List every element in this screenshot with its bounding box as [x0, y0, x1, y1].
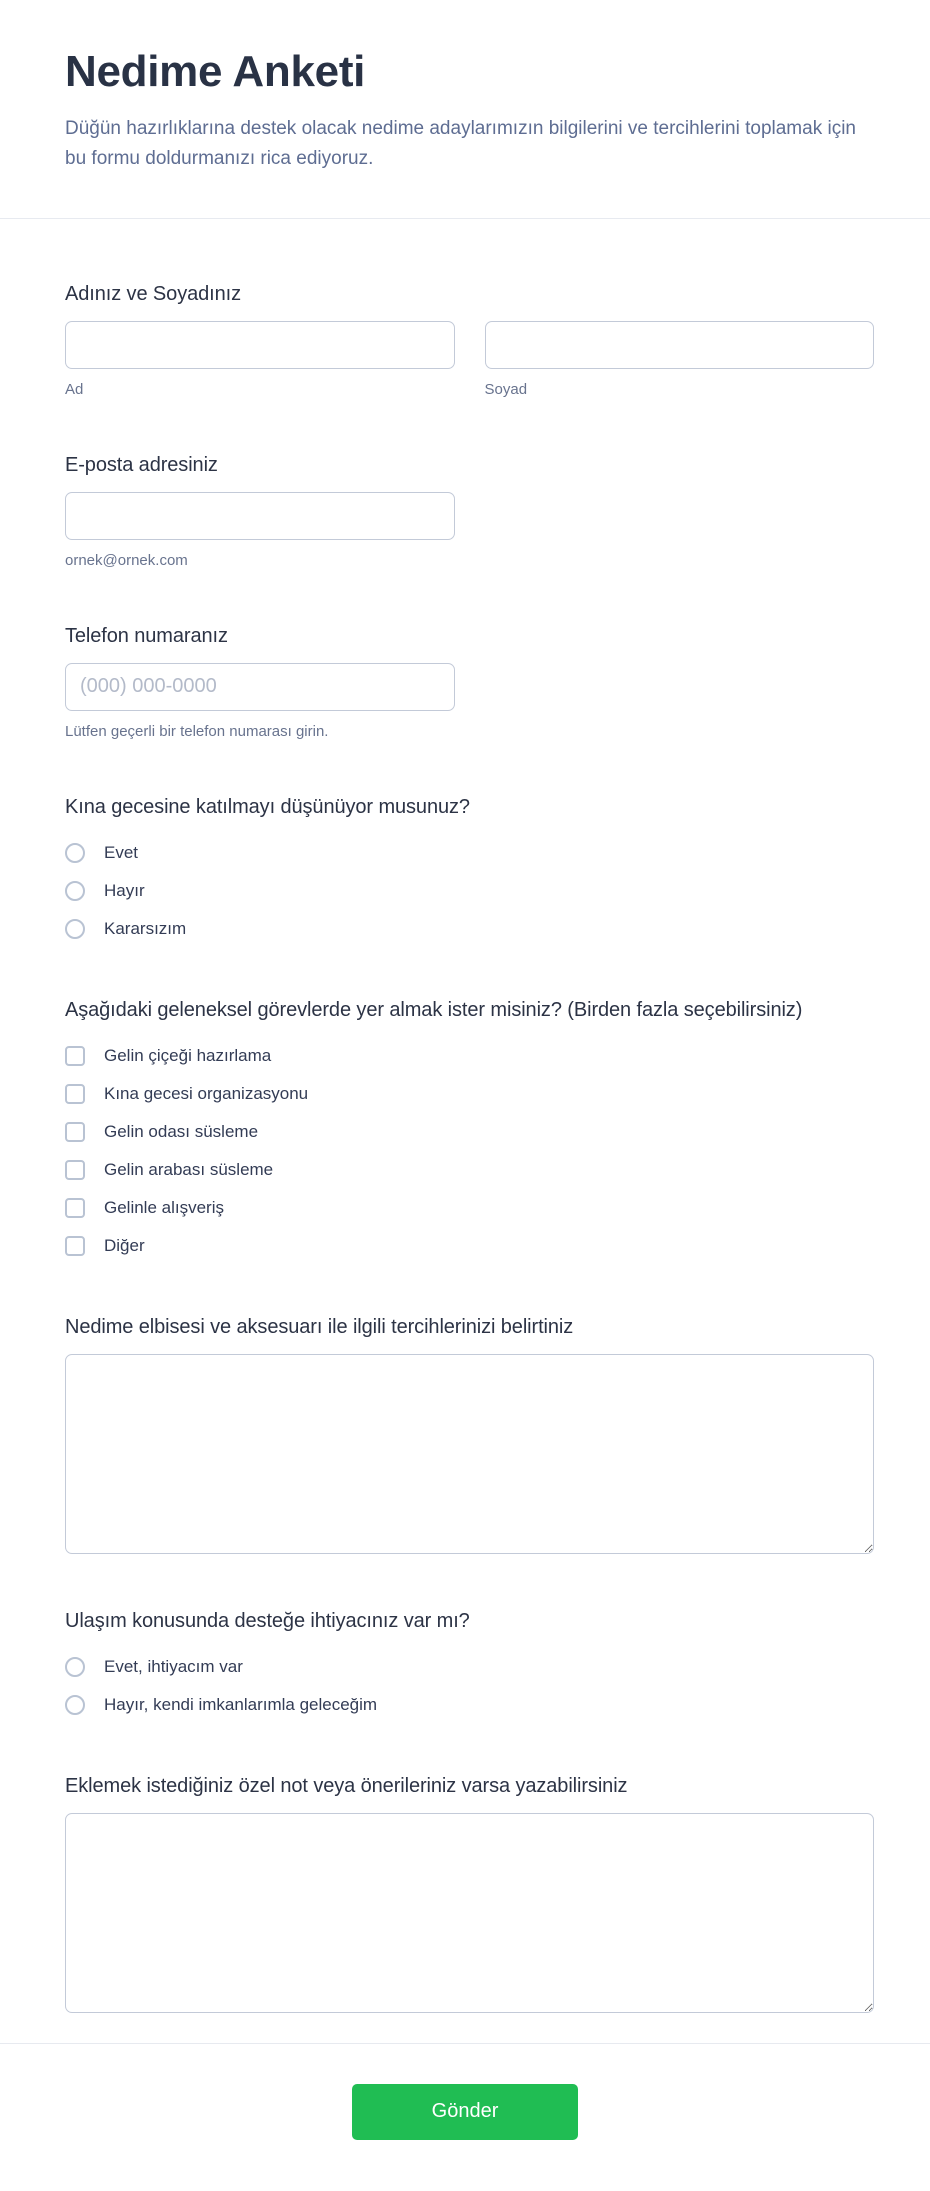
form-header — [0, 0, 930, 218]
question-email — [65, 452, 874, 569]
checkbox-option-row — [65, 1194, 874, 1222]
fullname-inputs — [65, 321, 874, 398]
checkbox-option-label[interactable]: Gelin odası süsleme — [104, 1121, 259, 1141]
checkbox-icon[interactable] — [65, 1084, 85, 1104]
checkbox-option-row — [65, 1232, 874, 1260]
dress-preferences-row — [65, 1354, 874, 1554]
checkbox-icon[interactable] — [65, 1046, 85, 1066]
question-transport-support — [65, 1608, 874, 1719]
question-traditional-tasks — [65, 997, 874, 1260]
henna-attendance-radio-group — [65, 839, 874, 943]
phone-column — [65, 663, 455, 740]
checkbox-icon[interactable] — [65, 1198, 85, 1218]
checkbox-icon[interactable] — [65, 1122, 85, 1142]
form-body — [0, 219, 930, 2043]
checkbox-option-label[interactable]: Gelin arabası süsleme — [104, 1159, 274, 1179]
radio-option-label[interactable]: Hayır — [104, 880, 145, 900]
phone-input-row — [65, 663, 874, 740]
radio-icon[interactable] — [65, 919, 85, 939]
radio-icon[interactable] — [65, 1657, 85, 1677]
checkbox-option-label[interactable]: Gelin çiçeği hazırlama — [104, 1045, 272, 1065]
radio-option-label[interactable]: Evet — [104, 842, 139, 862]
radio-option-label[interactable]: Hayır, kendi imkanlarımla geleceğim — [104, 1694, 378, 1714]
phone-input[interactable] — [65, 663, 455, 711]
submit-button[interactable]: Gönder — [352, 2084, 578, 2140]
checkbox-option-row — [65, 1156, 874, 1184]
last-name-sublabel: Soyad — [484, 380, 528, 398]
last-name-column — [485, 321, 875, 398]
email-sublabel: ornek@ornek.com — [65, 551, 188, 569]
question-henna-attendance — [65, 794, 874, 943]
transport-support-label: Ulaşım konusunda desteğe ihtiyacınız var mı? — [65, 1609, 470, 1632]
checkbox-option-label[interactable]: Kına gecesi organizasyonu — [104, 1083, 309, 1103]
question-phone — [65, 623, 874, 740]
checkbox-icon[interactable] — [65, 1236, 85, 1256]
checkbox-option-label[interactable]: Diğer — [104, 1235, 145, 1255]
form-footer — [0, 2043, 930, 2191]
checkbox-option-label[interactable]: Gelinle alışveriş — [104, 1197, 224, 1217]
first-name-column — [65, 321, 455, 398]
email-input[interactable] — [65, 492, 455, 540]
radio-icon[interactable] — [65, 881, 85, 901]
extra-notes-row — [65, 1813, 874, 2013]
question-extra-notes — [65, 1773, 874, 2013]
first-name-sublabel: Ad — [65, 380, 84, 398]
radio-option-row — [65, 877, 874, 905]
phone-label: Telefon numaranız — [65, 624, 228, 647]
question-dress-preferences — [65, 1314, 874, 1554]
checkbox-icon[interactable] — [65, 1160, 85, 1180]
last-name-input[interactable] — [485, 321, 875, 369]
radio-option-row — [65, 1653, 874, 1681]
checkbox-option-row — [65, 1042, 874, 1070]
dress-preferences-textarea[interactable] — [65, 1354, 874, 1554]
form-description: Düğün hazırlıklarına destek olacak nedime adaylarımızın bilgilerini ve tercihlerini toplamak için bu formu doldurmanızı rica ediyoruz. — [65, 117, 856, 169]
first-name-input[interactable] — [65, 321, 455, 369]
radio-option-row — [65, 1691, 874, 1719]
email-label: E-posta adresiniz — [65, 453, 218, 476]
radio-option-label[interactable]: Kararsızım — [104, 918, 187, 938]
dress-preferences-label: Nedime elbisesi ve aksesuarı ile ilgili tercihlerinizi belirtiniz — [65, 1315, 574, 1338]
extra-notes-textarea[interactable] — [65, 1813, 874, 2013]
extra-notes-label: Eklemek istediğiniz özel not veya önerileriniz varsa yazabilirsiniz — [65, 1774, 628, 1797]
radio-option-row — [65, 839, 874, 867]
radio-icon[interactable] — [65, 843, 85, 863]
checkbox-option-row — [65, 1118, 874, 1146]
email-column — [65, 492, 455, 569]
email-input-row — [65, 492, 874, 569]
traditional-tasks-checkbox-group — [65, 1042, 874, 1260]
question-fullname — [65, 281, 874, 398]
phone-sublabel: Lütfen geçerli bir telefon numarası girin. — [65, 722, 329, 740]
radio-icon[interactable] — [65, 1695, 85, 1715]
transport-support-radio-group — [65, 1653, 874, 1719]
checkbox-option-row — [65, 1080, 874, 1108]
fullname-label: Adınız ve Soyadınız — [65, 282, 241, 305]
henna-attendance-label: Kına gecesine katılmayı düşünüyor musunuz? — [65, 795, 470, 818]
radio-option-label[interactable]: Evet, ihtiyacım var — [104, 1656, 243, 1676]
page-title: Nedime Anketi — [65, 47, 366, 96]
radio-option-row — [65, 915, 874, 943]
traditional-tasks-label: Aşağıdaki geleneksel görevlerde yer almak ister misiniz? (Birden fazla seçebilirsiniz) — [65, 998, 803, 1021]
